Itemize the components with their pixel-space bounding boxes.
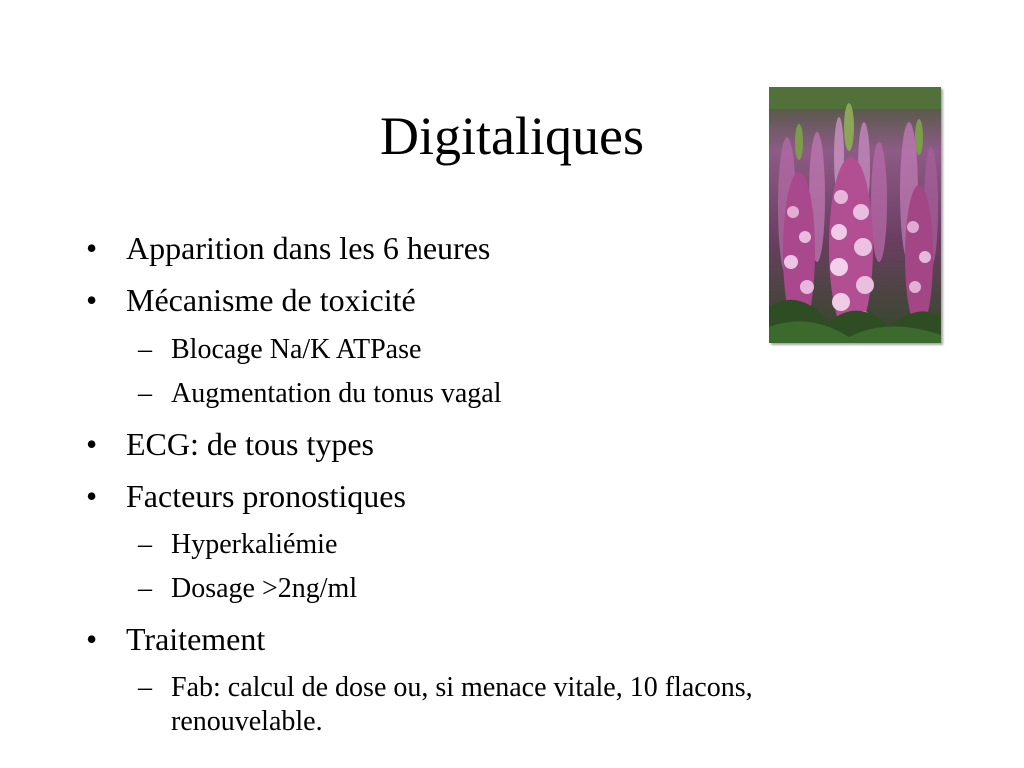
bullet-text: Apparition dans les 6 heures (126, 230, 491, 266)
foxglove-image (769, 87, 941, 343)
bullet-marker: • (86, 282, 98, 318)
bullet-text: Traitement (126, 621, 266, 657)
bullet-marker: • (86, 621, 98, 657)
sub-bullet-item (138, 671, 911, 739)
sub-bullet-text: Augmentation du tonus vagal (171, 378, 502, 409)
sub-bullet-item (138, 377, 502, 411)
bullet-text: ECG: de tous types (126, 426, 374, 462)
bullet-item (86, 619, 266, 659)
sub-bullet-text: Blocage Na/K ATPase (171, 334, 422, 365)
sub-bullet-text: Hyperkaliémie (171, 529, 338, 560)
bullet-item (86, 476, 406, 516)
dash-marker: – (138, 378, 152, 409)
sub-bullet-item (138, 572, 358, 606)
sub-bullet-item (138, 333, 422, 367)
bullet-text: Mécanisme de toxicité (126, 282, 416, 318)
sub-bullet-text: Dosage >2ng/ml (171, 573, 358, 604)
sub-bullet-text: Fab: calcul de dose ou, si menace vitale, 10 flacons, renouvelable. (171, 672, 753, 737)
bullet-text: Facteurs pronostiques (126, 478, 406, 514)
dash-marker: – (138, 573, 152, 604)
dash-marker: – (138, 529, 152, 560)
bullet-item (86, 280, 416, 320)
sub-bullet-item (138, 528, 338, 562)
bullet-item (86, 228, 491, 268)
dash-marker: – (138, 672, 152, 703)
bullet-marker: • (86, 230, 98, 266)
bullet-marker: • (86, 426, 98, 462)
bullet-marker: • (86, 478, 98, 514)
foxglove-photo (769, 87, 941, 343)
slide-title: Digitaliques (380, 106, 644, 166)
bullet-item (86, 424, 374, 464)
dash-marker: – (138, 334, 152, 365)
